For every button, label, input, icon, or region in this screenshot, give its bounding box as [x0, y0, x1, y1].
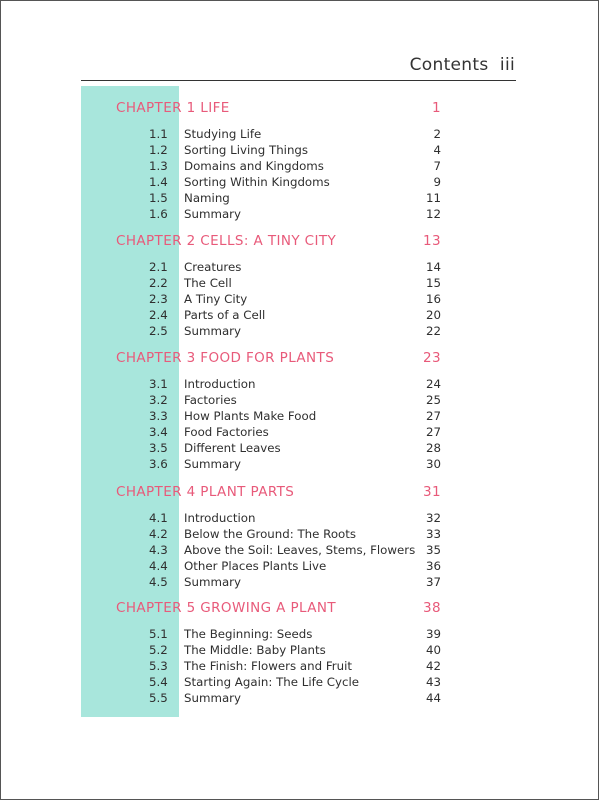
section-number: 1.1 — [149, 127, 168, 141]
section-page-number: 9 — [433, 174, 441, 189]
section-number: 2.3 — [149, 291, 168, 306]
section-page-number: 11 — [425, 190, 441, 205]
section-title: Parts of a Cell — [184, 307, 266, 322]
chapter-label: CHAPTER 5 GROWING A PLANT — [116, 600, 337, 616]
contents-header — [410, 55, 515, 75]
section-number: 5.2 — [149, 642, 168, 657]
section-number: 4.3 — [149, 542, 168, 557]
section-entry[interactable] — [149, 377, 441, 393]
section-entry[interactable] — [149, 276, 441, 292]
section-title: The Cell — [184, 275, 232, 290]
section-title: Introduction — [184, 377, 256, 391]
section-page-number: 12 — [425, 206, 441, 221]
section-entry[interactable] — [149, 575, 441, 591]
section-number: 5.4 — [149, 674, 168, 689]
section-entry[interactable] — [149, 127, 441, 143]
section-page-number: 40 — [425, 642, 441, 657]
section-title: The Middle: Baby Plants — [184, 642, 326, 657]
section-page-number: 37 — [425, 574, 441, 589]
section-page-number: 4 — [433, 142, 441, 157]
header-rule — [81, 80, 516, 81]
section-entry[interactable] — [149, 675, 441, 691]
section-page-number: 22 — [425, 323, 441, 338]
section-page-number: 36 — [425, 558, 441, 573]
section-title: Above the Soil: Leaves, Stems, Flowers — [184, 542, 416, 557]
section-entry[interactable] — [149, 207, 441, 223]
section-number: 2.4 — [149, 307, 168, 322]
section-number: 1.6 — [149, 206, 168, 221]
section-page-number: 16 — [425, 291, 441, 306]
section-page-number: 42 — [425, 658, 441, 673]
section-entry[interactable] — [149, 441, 441, 457]
section-title: Other Places Plants Live — [184, 558, 327, 573]
section-entry[interactable] — [149, 659, 441, 675]
chapter-page-number: 38 — [423, 600, 441, 616]
section-title: Food Factories — [184, 424, 269, 439]
section-title: Summary — [184, 690, 242, 705]
section-entry[interactable] — [149, 143, 441, 159]
section-entry[interactable] — [149, 308, 441, 324]
section-title: Summary — [184, 323, 242, 338]
section-title: Summary — [184, 456, 242, 471]
chapter-label: CHAPTER 1 LIFE — [116, 100, 230, 116]
chapter-heading[interactable] — [116, 233, 441, 253]
section-page-number: 28 — [425, 440, 441, 455]
section-entry[interactable] — [149, 691, 441, 707]
table-of-contents — [81, 86, 515, 717]
section-entry[interactable] — [149, 175, 441, 191]
chapter-page-number: 13 — [423, 233, 441, 249]
section-number: 3.5 — [149, 440, 168, 455]
section-page-number: 44 — [425, 690, 441, 705]
section-title: Introduction — [184, 511, 256, 525]
section-page-number: 25 — [425, 392, 441, 407]
section-page-number: 15 — [425, 275, 441, 290]
chapter-heading[interactable] — [116, 100, 441, 120]
chapter-page-number: 23 — [423, 350, 441, 366]
section-number: 5.1 — [149, 627, 168, 641]
section-entry[interactable] — [149, 511, 441, 527]
section-page-number: 33 — [425, 526, 441, 541]
section-page-number: 30 — [425, 456, 441, 471]
section-number: 1.3 — [149, 158, 168, 173]
header-title: Contents — [409, 55, 489, 75]
section-entry[interactable] — [149, 409, 441, 425]
section-title: Sorting Living Things — [184, 142, 309, 157]
section-number: 4.1 — [149, 511, 168, 525]
chapter-heading[interactable] — [116, 484, 441, 504]
section-title: Below the Ground: The Roots — [184, 526, 357, 541]
section-entry[interactable] — [149, 627, 441, 643]
section-number: 4.2 — [149, 526, 168, 541]
section-number: 3.6 — [149, 456, 168, 471]
section-number: 4.4 — [149, 558, 168, 573]
section-number: 3.4 — [149, 424, 168, 439]
section-page-number: 24 — [425, 377, 441, 391]
section-page-number: 14 — [425, 260, 441, 274]
section-number: 5.3 — [149, 658, 168, 673]
section-page-number: 20 — [425, 307, 441, 322]
section-number: 2.1 — [149, 260, 168, 274]
section-title: Factories — [184, 392, 237, 407]
header-page-number: iii — [499, 55, 515, 75]
toc-panel — [81, 86, 515, 717]
section-number: 3.1 — [149, 377, 168, 391]
section-title: Starting Again: The Life Cycle — [184, 674, 360, 689]
section-page-number: 32 — [425, 511, 441, 525]
section-number: 1.4 — [149, 174, 168, 189]
section-title: Sorting Within Kingdoms — [184, 174, 330, 189]
chapter-label: CHAPTER 3 FOOD FOR PLANTS — [116, 350, 335, 366]
section-entry[interactable] — [149, 559, 441, 575]
section-title: How Plants Make Food — [184, 408, 317, 423]
section-entry[interactable] — [149, 643, 441, 659]
section-number: 1.2 — [149, 142, 168, 157]
section-number: 3.3 — [149, 408, 168, 423]
chapter-page-number: 31 — [423, 484, 441, 500]
section-title: Studying Life — [184, 127, 262, 141]
section-title: The Beginning: Seeds — [184, 627, 313, 641]
section-page-number: 27 — [425, 424, 441, 439]
section-title: Creatures — [184, 260, 242, 274]
chapter-heading[interactable] — [116, 600, 441, 620]
section-page-number: 27 — [425, 408, 441, 423]
section-entry[interactable] — [149, 292, 441, 308]
section-page-number: 35 — [425, 542, 441, 557]
section-number: 5.5 — [149, 690, 168, 705]
section-page-number: 39 — [425, 627, 441, 641]
section-title: Summary — [184, 206, 242, 221]
section-page-number: 43 — [425, 674, 441, 689]
section-entry[interactable] — [149, 543, 441, 559]
section-entry[interactable] — [149, 425, 441, 441]
section-number: 2.2 — [149, 275, 168, 290]
section-number: 4.5 — [149, 574, 168, 589]
chapter-page-number: 1 — [432, 100, 441, 116]
section-entry[interactable] — [149, 191, 441, 207]
section-entry[interactable] — [149, 527, 441, 543]
section-title: The Finish: Flowers and Fruit — [184, 658, 353, 673]
chapter-heading[interactable] — [116, 350, 441, 370]
section-number: 2.5 — [149, 323, 168, 338]
section-entry[interactable] — [149, 457, 441, 473]
chapter-label: CHAPTER 4 PLANT PARTS — [116, 484, 295, 500]
section-title: Different Leaves — [184, 440, 281, 455]
section-entry[interactable] — [149, 260, 441, 276]
section-title: Summary — [184, 574, 242, 589]
section-page-number: 2 — [433, 127, 441, 141]
section-number: 3.2 — [149, 392, 168, 407]
section-entry[interactable] — [149, 393, 441, 409]
section-title: Domains and Kingdoms — [184, 158, 324, 173]
section-entry[interactable] — [149, 159, 441, 175]
chapter-label: CHAPTER 2 CELLS: A TINY CITY — [116, 233, 337, 249]
section-number: 1.5 — [149, 190, 168, 205]
section-page-number: 7 — [433, 158, 441, 173]
section-title: A Tiny City — [184, 291, 248, 306]
section-entry[interactable] — [149, 324, 441, 340]
section-title: Naming — [184, 190, 230, 205]
